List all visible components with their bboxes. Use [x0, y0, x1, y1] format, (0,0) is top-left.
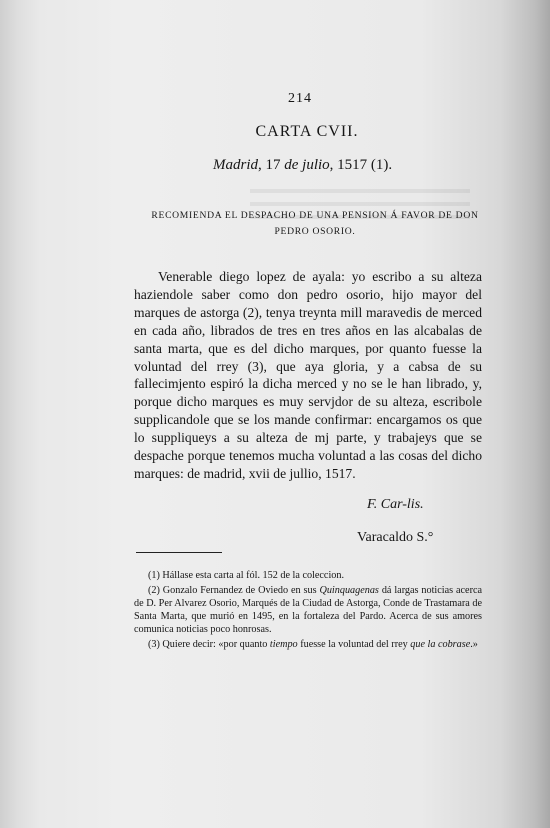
letter-summary: RECOMIENDA EL DESPACHO DE UNA PENSION Á FAVOR DE DON PEDRO OSORIO. — [151, 210, 479, 237]
letter-body — [134, 268, 482, 483]
footnotes — [134, 569, 482, 653]
page-number: 214 — [288, 91, 312, 106]
dateline-day: , 17 — [258, 157, 285, 173]
dateline-year: , 1517 (1). — [329, 157, 393, 173]
letter-title: CARTA CVII. — [255, 123, 359, 140]
footnote-2: (2) Gonzalo Fernandez de Oviedo en sus Quinquagenas dá largas noticias acerca de D. Per Alvarez Osorio, Marqués de la Ciudad de Astorga, Conde de Trastamara de Santa Marta, que murió en 1495, en la fortaleza del Pardo. Acerca de sus amores comunica noticias poco honrosas. — [134, 585, 483, 635]
footnote-1: (1) Hállase esta carta al fól. 152 de la coleccion. — [148, 570, 345, 581]
dateline-month: de julio — [284, 157, 330, 173]
letter-body-paragraph: Venerable diego lopez de ayala: yo escribo a su alteza haziendole saber como don pedro osorio, hijo mayor del marques de astorga (2), tenya treynta mill maravedis de merced en cada año, librados de tres en tres años en las alcabalas de santa marta, que es del dicho marques, por quanto fuesse la voluntad del rrey (3), que aya gloria, y a cabsa de su fallecimjento espiró la dicha merced y no se le han librado, y, porque dicho marques es muy servjdor de su alteza, escribole supplicandole que se los mande confirmar: encargamos os que lo suppliqueys a su alteza de mj parte, y trabajeys que se despache porque tenemos mucha voluntad a las cosas del dicho marques: de madrid, xvii de jullio, 1517. — [134, 269, 482, 481]
footnote-divider — [136, 552, 222, 553]
dateline-place: Madrid — [213, 157, 258, 173]
signature-first: F. Car-lis. — [367, 497, 424, 512]
signature-second: Varacaldo S.° — [357, 530, 434, 545]
footnote-3: (3) Quiere decir: «por quanto tiempo fuesse la voluntad del rrey que la cobrase.» — [148, 639, 478, 650]
dateline — [213, 157, 392, 174]
